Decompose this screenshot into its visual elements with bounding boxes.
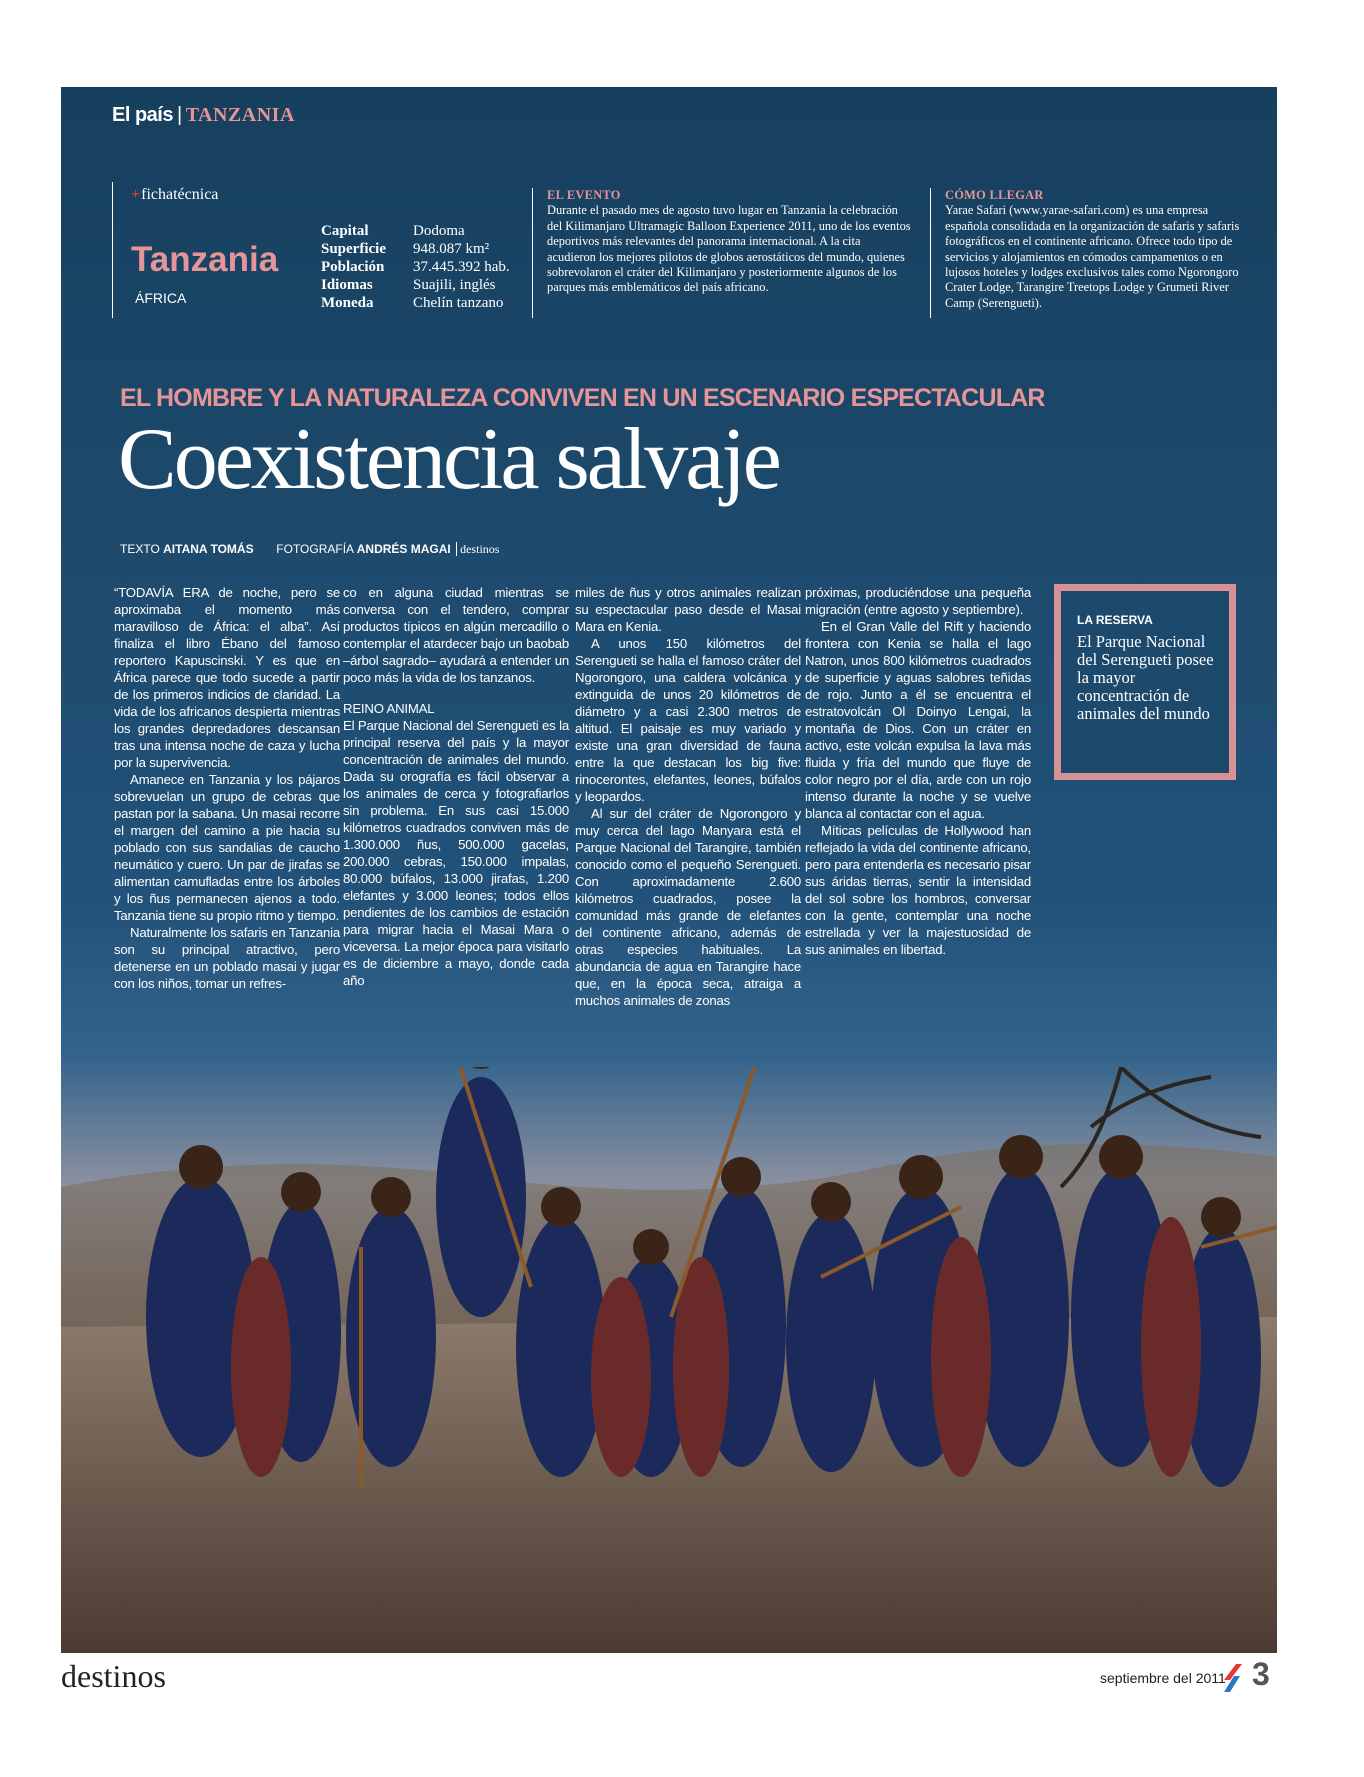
fact-row: [321, 294, 510, 312]
event-text: Durante el pasado mes de agosto tuvo lugar en Tanzania la celebración del Kilimanjaro Ultramagic Balloon Experience 2011, uno de los eventos deportivos más relevantes del panorama internacional. A la cita acudieron los mejores pilotos de globos aerostáticos del mundo, quienes sobrevolaron el cráter del Kilimanjaro y posteriormente algunos de los parques más emblemáticos del país africano.: [547, 203, 911, 295]
how-to-get-info: [930, 188, 1252, 318]
how-to-get-text: Yarae Safari (www.yarae-safari.com) es una empresa española consolidada en la organización de safaris y safaris fotográficos en el continente africano. Ofrece todo tipo de servicios y alojamientos en cómodos campamentos o en lujosos hoteles y lodges exclusivos tales como Ngorongoro Crater Lodge, Tarangire Treetops Lodge y Grumeti River Camp (Serengueti).: [945, 203, 1240, 310]
reserve-text: El Parque Nacional del Serengueti posee la mayor concentración de animales del mundo: [1077, 632, 1214, 723]
paragraph: miles de ñus y otros animales realizan su espectacular paso desde el Masai Mara en Kenia.: [575, 585, 801, 634]
text-credit-label: TEXTO: [120, 542, 160, 556]
paragraph: Míticas películas de Hollywood han reflejado la vida del continente africano, pero para entenderla es necesario pisar sus áridas tierras, sentir la intensidad del sol sobre los hombros, conversar con la gente, contemplar una noche estrellada y ver la majestuosidad de sus animales en libertad.: [805, 823, 1031, 957]
fact-key: Moneda: [321, 295, 374, 311]
fact-value: 37.445.392 hab.: [413, 259, 510, 275]
kicker: EL HOMBRE Y LA NATURALEZA CONVIVEN EN UN ESCENARIO ESPECTACULAR: [120, 384, 1045, 412]
fact-key: Población: [321, 259, 385, 275]
paragraph: Al sur del cráter de Ngorongoro y muy cerca del lago Manyara está el Parque Nacional del Tarangire, también conocido como el pequeño Serengueti. Con aproximadamente 2.600 kilómetros cuadrados, posee la comunidad más grande de elefantes del continente africano, además de otras especies habituales. La abundancia de agua en Tarangire hace que, en la época seca, atraiga a muchos animales de zonas: [575, 806, 801, 1008]
fact-row: [321, 276, 510, 294]
fact-sheet-title: Tanzania: [131, 240, 279, 279]
article-column-2: [343, 584, 569, 989]
footer-date: septiembre del 2011: [1100, 1670, 1226, 1686]
event-heading: EL EVENTO: [547, 188, 621, 202]
paragraph: El Parque Nacional del Serengueti es la principal reserva del país y la mayor concentración de animales del mundo. Dada su orografía es fácil observar a los animales de cerca y fotografiarlos sin problema. En sus casi 15.000 kilómetros cuadrados conviven más de 1.300.000 ñus, 500.000 gacelas, 200.000 cebras, 150.000 impalas, 80.000 búfalos, 13.000 jirafas, 1.200 elefantes y 3.000 leones; todos ellos pendientes de los cambios de estación para migrar hacia el Masai Mara o viceversa. La mejor época para visitarlo es de diciembre a mayo, donde cada año: [343, 718, 569, 988]
section-tag: [112, 104, 295, 127]
photo-credit-author: ANDRÉS MAGAI: [356, 542, 451, 556]
fact-row: [321, 240, 510, 258]
fact-value: Dodoma: [413, 223, 465, 239]
how-to-get-heading: CÓMO LLEGAR: [945, 188, 1044, 202]
article-column-1: [114, 584, 340, 992]
masai-photo: [61, 1067, 1277, 1653]
credit-brand: destinos: [456, 542, 499, 556]
reserve-callout: [1054, 584, 1236, 780]
paragraph: A unos 150 kilómetros del Serengueti se halla el famoso cráter del Ngorongoro, una caldera volcánica y extinguida de unos 20 kilómetros de diámetro y a casi 2.300 metros de altitud. El paisaje es muy variado y existe una gran diversidad de fauna entre la que destacan los big five: rinocerontes, elefantes, leones, búfalos y leopardos.: [575, 636, 801, 804]
paragraph: co en alguna ciudad mientras se conversa con el tendero, comprar productos típicos en algún mercadillo o contemplar el atardecer bajo un baobab –árbol sagrado– ayudará a entender un poco más la vida de los tanzanos.: [343, 585, 569, 685]
reserve-heading: LA RESERVA: [1077, 613, 1153, 627]
event-info: [532, 188, 912, 318]
fact-key: Capital: [321, 223, 369, 239]
section-country: TANZANIA: [185, 104, 295, 126]
fact-key: Idiomas: [321, 277, 373, 293]
paragraph: Naturalmente los safaris en Tanzania son su principal atractivo, pero detenerse en un poblado masai y jugar con los niños, tomar un refres-: [114, 925, 340, 991]
fact-key: Superficie: [321, 241, 386, 257]
credits: [120, 542, 499, 557]
section-separator: |: [176, 104, 182, 126]
section-label: El país: [112, 104, 173, 126]
slash-logo-icon: [1222, 1664, 1244, 1692]
footer-brand: destinos: [61, 1658, 166, 1694]
headline: Coexistencia salvaje: [118, 411, 779, 508]
photo-credit-label: FOTOGRAFÍA: [276, 542, 354, 556]
fact-value: Suajili, inglés: [413, 277, 496, 293]
fact-sheet-region: ÁFRICA: [135, 290, 187, 306]
plus-icon: +: [131, 186, 141, 203]
fact-row: [321, 222, 510, 240]
page-number: 3: [1252, 1656, 1270, 1692]
fact-row: [321, 258, 510, 276]
fact-sheet-label: [131, 186, 218, 204]
article-column-3: [575, 584, 801, 1009]
paragraph: Amanece en Tanzania y los pájaros sobrevuelan un grupo de cebras que pastan por la sabana. Un masai recorre el margen del camino a pie hacia su poblado con sus sandalias de caucho neumático y cuero. Un par de jirafas se alimentan camufladas entre los árboles y los ñus permanecen ajenos a todo. Tanzania tiene su propio ritmo y tiempo.: [114, 772, 340, 923]
paragraph: próximas, produciéndose una pequeña migración (entre agosto y septiembre).: [805, 585, 1031, 617]
subheading: REINO ANIMAL: [343, 701, 435, 716]
paragraph: “TODAVÍA ERA de noche, pero se aproximaba el momento más maravilloso de África: el alba”. Así finaliza el libro Ébano del famoso reportero Kapuscinski. Y es que en África parece que todo sucede a partir de los primeros indicios de claridad. La vida de los africanos despierta mientras los grandes depredadores descansan tras una intensa noche de caza y lucha por la supervivencia.: [114, 585, 340, 770]
paragraph: En el Gran Valle del Rift y haciendo frontera con Kenia se halla el lago Natron, unos 800 kilómetros cuadrados de superficie y aguas salobres teñidas de rojo. Junto a él se encuentra el estratovolcán Ol Doinyo Lengai, la montaña de Dios. Con un cráter en activo, este volcán expulsa la lava más fluida y fría del mundo que fluye de color negro por el día, arde con un rojo intenso durante la noche y se vuelve blanca al contactar con el agua.: [805, 619, 1031, 821]
fact-value: Chelín tanzano: [413, 295, 504, 311]
fact-sheet: [112, 182, 532, 318]
fact-value: 948.087 km²: [413, 241, 490, 257]
fact-sheet-label-text: fichatécnica: [141, 186, 219, 203]
fact-table: [321, 222, 510, 312]
article-column-4: [805, 584, 1031, 958]
text-credit-author: AITANA TOMÁS: [163, 542, 254, 556]
